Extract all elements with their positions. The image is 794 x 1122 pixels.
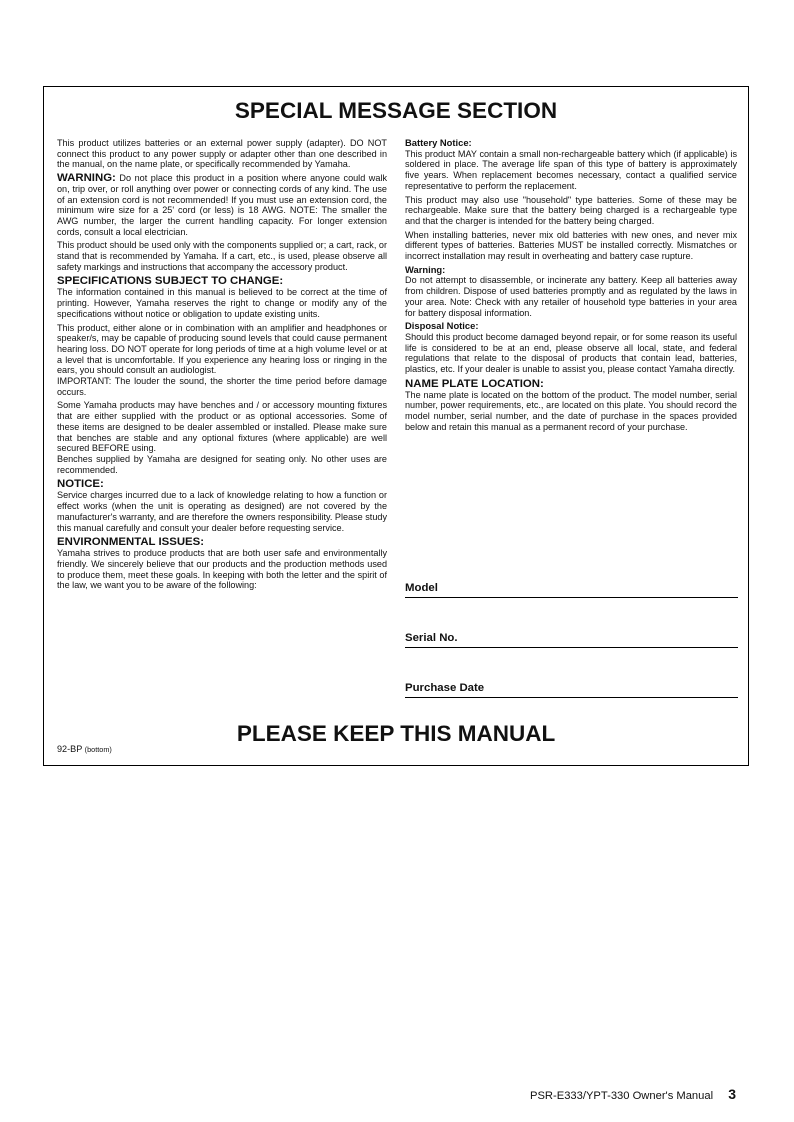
keep-manual-heading: PLEASE KEEP THIS MANUAL [236, 721, 556, 746]
right-column [405, 138, 737, 436]
special-message-box [43, 86, 749, 766]
purchase-date-line [405, 697, 738, 698]
important-paragraph: IMPORTANT: The louder the sound, the shorter the time period before damage occurs. [57, 376, 387, 397]
warning-paragraph [57, 173, 387, 237]
battery-warning-heading: Warning: [405, 263, 446, 275]
hearing-paragraph: This product, either alone or in combination with an amplifier and headphones or speaker/s, may be capable of producing sound levels that could cause permanent hearing loss. DO NOT operate for long periods of time at a high volume level or at a level that is uncomfortable. If you experience any hearing loss or ringing in the ears, you should consult an audiologist. [57, 322, 387, 376]
installing-battery-paragraph: When installing batteries, never mix old batteries with new ones, and never mix different types of batteries. Batteries MUST be installed correctly. Mismatches or incorrect installation may result in overheating and battery case rupture. [405, 229, 737, 262]
warning-label: WARNING: [57, 172, 116, 185]
benches-paragraph: Some Yamaha products may have benches and / or accessory mounting fixtures that are either supplied with the product or as optional accessories. Some of these items are designed to be dealer assembled or installed. Please make sure that benches are stable and any optional fixtures (where applicable) are well secured BEFORE using. [57, 400, 387, 454]
record-fields [405, 548, 738, 698]
notice-heading: NOTICE: [57, 478, 104, 491]
environmental-heading: ENVIRONMENTAL ISSUES: [57, 536, 205, 549]
spec-heading: SPECIFICATIONS SUBJECT TO CHANGE: [57, 275, 284, 288]
purchase-date-field[interactable] [405, 648, 738, 698]
serial-number-label: Serial No. [405, 632, 458, 644]
disposal-notice-paragraph: Should this product become damaged beyond repair, or for some reason its useful life is considered to be at an end, please observe all local, state, and federal regulations that relate to the disposal of products that contain lead, batteries, plastics, etc. If your dealer is unable to assist you, please contact Yamaha directly. [405, 331, 737, 375]
disposal-notice-heading: Disposal Notice: [405, 320, 479, 332]
environmental-paragraph: Yamaha strives to produce products that are both user safe and environmentally friendly. We sincerely believe that our products and the production methods used to produce them, meet these goals. In keeping with both the letter and the spirit of the law, we want you to be aware of the following: [57, 548, 387, 591]
manual-name: PSR-E333/YPT-330 Owner's Manual [530, 1090, 714, 1102]
spec-paragraph: The information contained in this manual is believed to be correct at the time of printing. However, Yamaha reserves the right to change or modify any of the specifications without notice or obligation to update existing units. [57, 287, 387, 319]
model-label: Model [405, 582, 438, 594]
intro-paragraph: This product utilizes batteries or an external power supply (adapter). DO NOT connect this product to any power supply or adapter other than one described in the manual, on the name plate, or specifically recommended by Yamaha. [57, 138, 387, 170]
battery-notice-paragraph: This product MAY contain a small non-rechargeable battery which (if applicable) is soldered in place. The average life span of this type of battery is approximately five years. When replacement becomes necessary, contact a qualified service representative to perform the replacement. [405, 148, 737, 191]
left-column [57, 138, 387, 594]
name-plate-heading: NAME PLATE LOCATION: [405, 377, 544, 390]
notice-paragraph: Service charges incurred due to a lack of knowledge relating to how a function or effect works (when the unit is operating as designed) are not covered by the manufacturer's warranty, and are therefore the owners responsibility. Please study this manual carefully and consult your dealer before requesting service. [57, 490, 387, 533]
document-code [57, 744, 112, 754]
document-code-id: 92-BP [57, 744, 83, 754]
serial-number-field[interactable] [405, 598, 738, 648]
warning-text: Do not place this product in a position where anyone could walk on, trip over, or roll anything over power or connecting cords of any kind. The use of an extension cord is not recommended! If you must use an extension cord, the minimum wire size for a 25' cord (or less) is 18 AWG. NOTE: The smaller the AWG number, the larger the current handling capacity. For longer extension cords, consult a local electrician. [57, 173, 388, 237]
purchase-date-label: Purchase Date [405, 682, 485, 694]
page-footer [530, 1086, 736, 1102]
battery-warning-paragraph: Do not attempt to disassemble, or incinerate any battery. Keep all batteries away from children. Dispose of used batteries promptly and as regulated by the laws in your area. Note: Check with any retailer of household type batteries in your area for battery disposal information. [405, 275, 737, 318]
section-title: SPECIAL MESSAGE SECTION [234, 98, 558, 123]
battery-notice-heading: Battery Notice: [405, 137, 472, 148]
document-code-note: (bottom) [84, 745, 112, 754]
household-battery-paragraph: This product may also use "household" type batteries. Some of these may be rechargeable. Make sure that the battery being charged is a rechargeable type and that the charger is intended for the battery being charged. [405, 194, 737, 226]
seating-paragraph: Benches supplied by Yamaha are designed for seating only. No other uses are recommended. [57, 453, 387, 475]
name-plate-paragraph: The name plate is located on the bottom of the product. The model number, serial number, power requirements, etc., are located on this plate. You should record the model number, serial number, and the date of purchase in the spaces provided below and retain this manual as a permanent record of your purchase. [405, 389, 737, 432]
model-field[interactable] [405, 548, 738, 598]
page-number: 3 [728, 1086, 736, 1102]
components-paragraph: This product should be used only with the components supplied or; a cart, rack, or stand that is recommended by Yamaha. If a cart, etc., is used, please observe all safety markings and instructions that accompany the accessory product. [57, 240, 387, 272]
